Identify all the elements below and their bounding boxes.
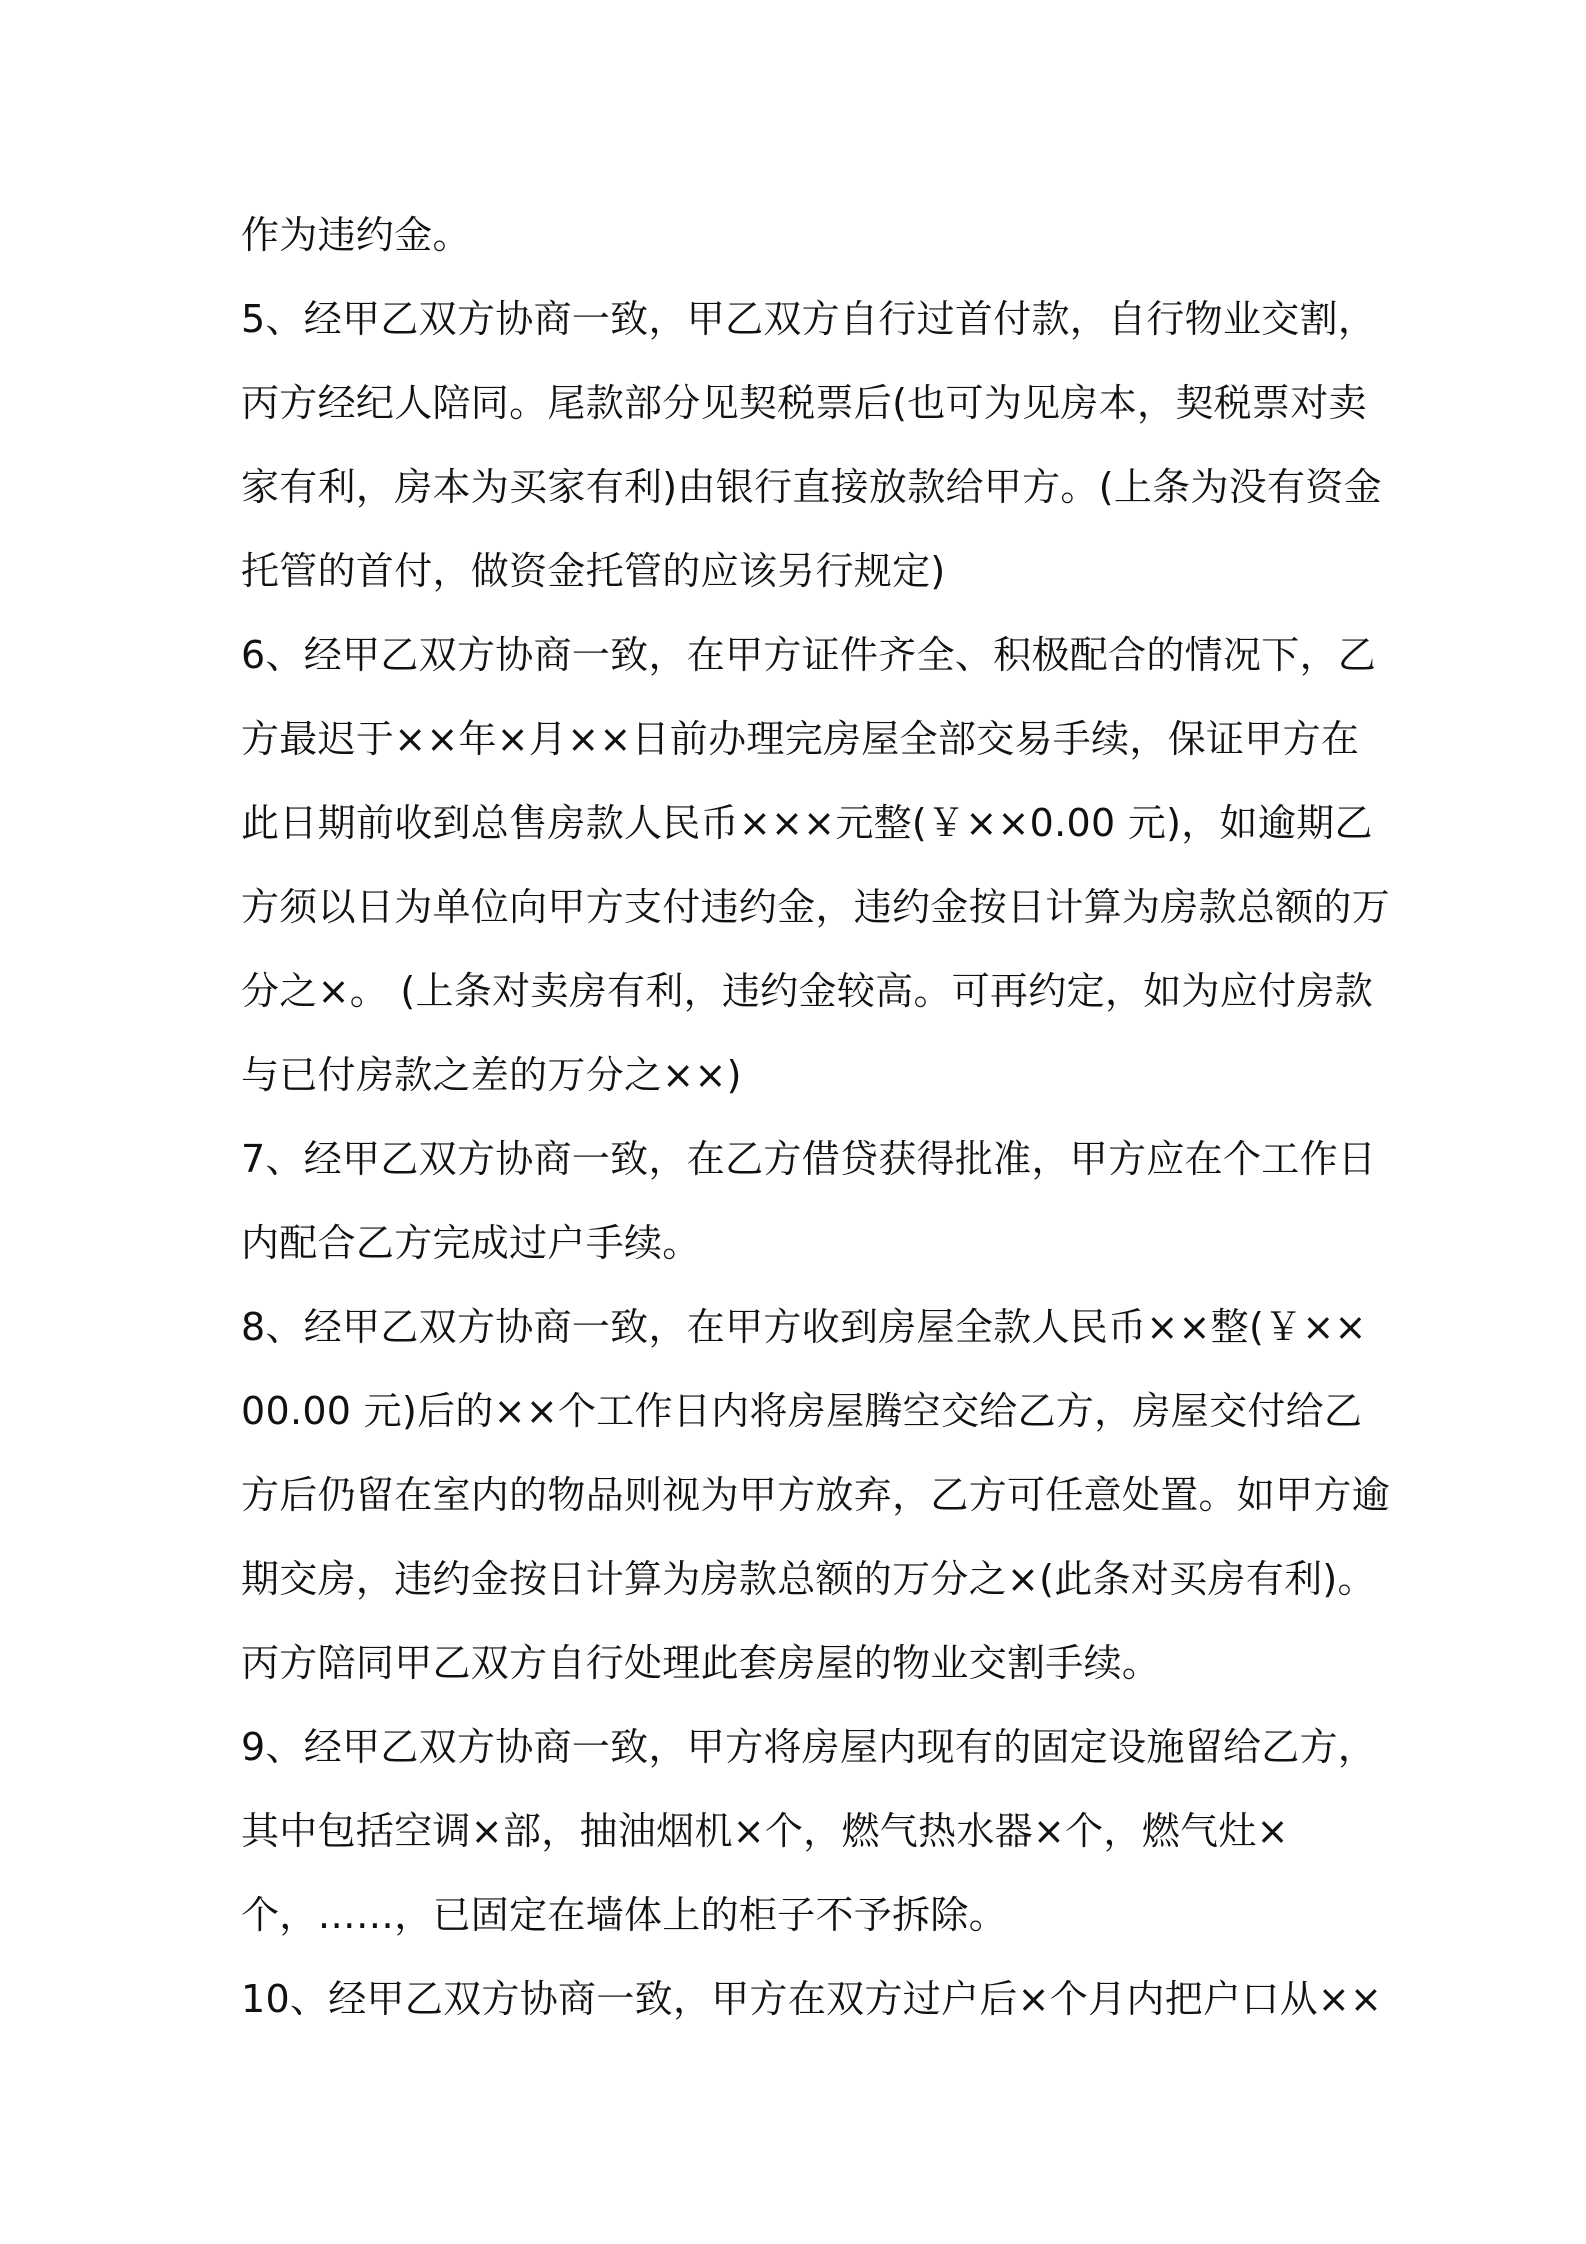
text-line: 方须以日为单位向甲方支付违约金，违约金按日计算为房款总额的万 — [241, 885, 1391, 929]
text-line: 个，……，已固定在墙体上的柜子不予拆除。 — [241, 1893, 1008, 1937]
text-line: 其中包括空调×部，抽油烟机×个，燃气热水器×个，燃气灶× — [241, 1809, 1289, 1853]
text-line: 丙方经纪人陪同。尾款部分见契税票后(也可为见房本，契税票对卖 — [241, 381, 1367, 425]
text-line: 8、经甲乙双方协商一致，在甲方收到房屋全款人民币××整(￥×× — [241, 1305, 1367, 1349]
text-line: 家有利，房本为买家有利)由银行直接放款给甲方。(上条为没有资金 — [241, 465, 1382, 509]
document-body — [241, 193, 1391, 2041]
text-line: 9、经甲乙双方协商一致，甲方将房屋内现有的固定设施留给乙方， — [241, 1725, 1377, 1769]
text-line: 方后仍留在室内的物品则视为甲方放弃，乙方可任意处置。如甲方逾 — [241, 1473, 1391, 1517]
text-line: 6、经甲乙双方协商一致，在甲方证件齐全、积极配合的情况下，乙 — [241, 633, 1377, 677]
text-line: 此日期前收到总售房款人民币×××元整(￥××0.00 元)，如逾期乙 — [241, 801, 1373, 845]
text-line: 期交房，违约金按日计算为房款总额的万分之×(此条对买房有利)。 — [241, 1557, 1376, 1601]
text-line: 10、经甲乙双方协商一致，甲方在双方过户后×个月内把户口从×× — [241, 1977, 1383, 2021]
text-line: 5、经甲乙双方协商一致，甲乙双方自行过首付款，自行物业交割， — [241, 297, 1377, 341]
text-line: 托管的首付，做资金托管的应该另行规定) — [241, 549, 946, 593]
text-line: 方最迟于××年×月××日前办理完房屋全部交易手续，保证甲方在 — [241, 717, 1360, 761]
text-line: 分之×。 (上条对卖房有利，违约金较高。可再约定，如为应付房款 — [241, 969, 1374, 1013]
text-line: 00.00 元)后的××个工作日内将房屋腾空交给乙方，房屋交付给乙 — [241, 1389, 1363, 1433]
text-line: 7、经甲乙双方协商一致，在乙方借贷获得批准，甲方应在个工作日 — [241, 1137, 1377, 1181]
text-line: 作为违约金。 — [241, 213, 471, 257]
text-line: 与已付房款之差的万分之××) — [241, 1053, 742, 1097]
text-line: 内配合乙方完成过户手续。 — [241, 1221, 701, 1265]
text-line: 丙方陪同甲乙双方自行处理此套房屋的物业交割手续。 — [241, 1641, 1161, 1685]
